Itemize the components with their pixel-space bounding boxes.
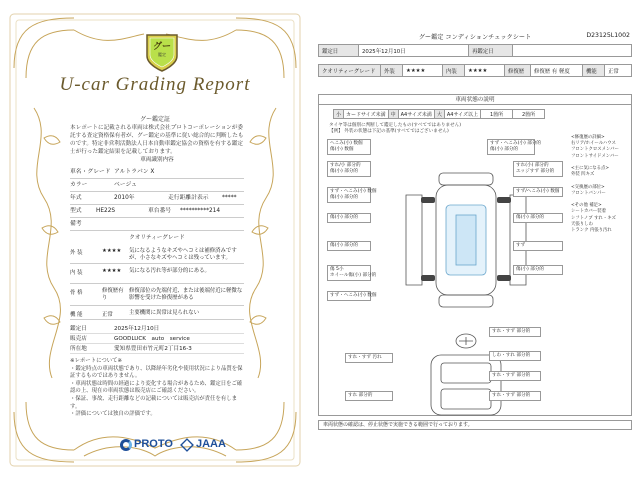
note-line: すれ・すず 汚れ (348, 355, 382, 360)
grade-rating: ★★★★ (102, 248, 122, 254)
info-value: 愛知県豊田市竹元町2丁目16-3 (114, 346, 192, 352)
damage-note (513, 265, 563, 275)
damage-note (489, 327, 541, 337)
remarks-label: 備考 (70, 221, 82, 227)
grade-label: 内 装 (70, 270, 83, 276)
grade-desc: 修復部位の先端付近、または後端付近に軽微な影響を受けた修復歴がある (129, 288, 243, 301)
note-item: ・車両状態は時間の経過により変化する場合があるため、鑑定日をご確認の上、現在の車両状態は販売店にご確認ください。 (70, 380, 243, 395)
damage-note (489, 391, 541, 401)
exterior-rating: ★★★★ (403, 65, 443, 77)
note-line: すれ/小 部分的 (330, 163, 361, 168)
grading-certificate (4, 8, 306, 472)
function-label: 機能 (583, 65, 605, 77)
date-value: 2025年12月10日 (359, 45, 469, 57)
vehicle-model-row (70, 205, 244, 218)
damage-note (327, 161, 371, 177)
grade-desc: 気になるようなキズやヘコミは補修済みですが、小さなキズやヘコミは残っています。 (129, 248, 237, 261)
notes-title: ※レポートについて※ (70, 358, 123, 364)
interior-rating: ★★★★ (465, 65, 505, 77)
info-label: 販売店 (70, 336, 87, 342)
report-notes (70, 358, 244, 419)
list-line: <交換歴の部位> (571, 184, 605, 190)
damage-note (327, 241, 371, 251)
note-line: 傷(小) 部分的 (330, 169, 359, 174)
condition-check-sheet (318, 24, 632, 476)
grade-rating: 正常 (102, 312, 113, 318)
note-line: 傷(小) 部分的 (516, 267, 545, 272)
note-line: すず (516, 243, 526, 248)
note-line: しわ・すれ 部分的 (492, 353, 531, 358)
list-line: フロントサイドメンバー (571, 153, 619, 159)
note-line: 傷 5小 (330, 267, 344, 272)
note-line: へこみ(小) 数個 (330, 141, 363, 146)
repair-label: 修復歴 (505, 65, 531, 77)
quality-label: クオリティーグレード (319, 65, 381, 77)
chassis-label: 車台番号 (148, 208, 172, 214)
vehicle-name-row (70, 166, 244, 179)
size-desc: A4サイズ未満 (398, 110, 434, 119)
partner-logos (120, 436, 240, 456)
list-line: 天張りしわ (571, 221, 593, 227)
note-line: すず・へこみ(小) 数個 (330, 293, 377, 298)
name-grade-label: 車名・グレード (70, 169, 111, 175)
note-line: すれ・すず 部分的 (492, 393, 531, 398)
damage-note (345, 353, 393, 363)
damage-note (327, 139, 371, 155)
list-line: フロントバンパー (571, 190, 606, 196)
proto-logo-text: PROTO (134, 438, 173, 450)
damage-note (513, 187, 563, 197)
note-line: すず/へこみ(小) 数個 (516, 189, 560, 194)
color-label: カラー (70, 182, 88, 188)
name-grade-value: アルトラパン X (114, 169, 155, 175)
vehicle-remarks-row (70, 218, 244, 231)
list-line: シートカバー装着 (571, 209, 606, 215)
note-line: エッジすず 部分的 (516, 169, 555, 174)
size-key: 大 (434, 110, 444, 119)
info-label: 所在地 (70, 346, 87, 352)
grade-row-interior (70, 264, 244, 284)
goo-appraisal-logo (145, 32, 179, 72)
grade-desc: 気になる汚れ等が部分的にある。 (129, 268, 210, 274)
list-line: フロントクロスメンバー (571, 147, 619, 153)
list-line: <主に気になる点> (571, 166, 610, 172)
grade-label: 外 装 (70, 250, 83, 256)
damage-note (489, 371, 541, 381)
car-body-diagram (401, 145, 531, 425)
count-key: 2箇所 (513, 110, 545, 119)
note-line: 傷(小) 部分的 (330, 243, 359, 248)
info-value: GOODLUCK auto service (114, 336, 190, 342)
note-line: すれ 部分的 (348, 393, 373, 398)
damage-note (327, 213, 371, 223)
info-value: 2025年12月10日 (114, 326, 160, 332)
condition-detail-list (571, 135, 631, 234)
proto-logo (120, 438, 173, 450)
grade-rating: ★★★★ (102, 268, 122, 274)
note-line: すず・へこみ(小) 部分的 (490, 141, 542, 146)
year-value: 2010年 (114, 195, 135, 201)
grade-row-function (70, 306, 244, 320)
vehicle-color-row (70, 179, 244, 192)
list-line: 右リア/ホイールハウス (571, 141, 616, 147)
note-line: すれ(小) 部分的 (516, 163, 549, 168)
year-label: 年式 (70, 195, 82, 201)
appraisal-dates-table (318, 44, 632, 57)
date-label: 鑑定日 (319, 45, 359, 57)
damage-note (513, 241, 563, 251)
jaaa-mark-icon (180, 438, 194, 452)
damage-note (327, 187, 377, 203)
note-line: 傷(小) 部分的 (516, 215, 545, 220)
grade-rating: 修復歴有り (102, 288, 124, 301)
list-line: トランク 内張り汚れ (571, 228, 612, 234)
report-title: U-car Grading Report (59, 74, 251, 95)
list-line: <修復歴の詳細> (571, 135, 605, 140)
grade-label: 機 能 (70, 312, 83, 318)
damage-note (489, 351, 541, 361)
sheet-title: グー鑑定 コンディションチェックシート (418, 34, 532, 41)
info-row-dealer (70, 334, 244, 344)
size-desc: A4サイズ以上 (444, 110, 480, 119)
function-value: 正常 (605, 65, 632, 77)
interior-label: 内装 (443, 65, 465, 77)
note-line: すず・へこみ(小) 数個 (330, 189, 377, 194)
jaaa-logo-text: JAAA (196, 438, 226, 450)
note-line: すれ・すず 部分的 (492, 329, 531, 334)
damage-note (327, 291, 377, 301)
quality-grade-table (318, 64, 632, 77)
damage-note (327, 265, 377, 281)
info-label: 鑑定日 (70, 326, 87, 332)
damage-note (487, 139, 542, 155)
model-value: HE22S (96, 208, 116, 214)
proto-mark-icon (120, 439, 132, 451)
count-key: 1箇所 (481, 110, 513, 119)
quality-section-title: クオリティーグレード (129, 235, 185, 241)
color-value: ベージュ (114, 182, 137, 188)
damage-size-legend (333, 109, 545, 119)
mileage-value: ***** (222, 195, 237, 201)
note-line: 傷(小) 部分的 (330, 195, 359, 200)
note-line: 傷(小) 数個 (330, 147, 354, 152)
grade-row-exterior (70, 244, 244, 264)
logo-brand-text: グー (152, 41, 171, 51)
vehicle-year-row (70, 192, 244, 205)
list-line: <その他 補足> (571, 203, 602, 209)
note-item: ・鑑定時点の車両状態であり、以降経年劣化や使用状況により品質を保証するものではありません。 (70, 365, 243, 380)
grade-desc: 主要機関に異常は見られない (129, 310, 200, 316)
note-line: ホイール傷(小) 部分的 (330, 273, 377, 278)
damage-note (345, 391, 393, 401)
exterior-label: 外装 (381, 65, 403, 77)
note-line: 傷(小) 部分的 (490, 147, 519, 152)
model-label: 型式 (70, 208, 82, 214)
recheck-value (513, 45, 632, 57)
repair-value: 修復歴 有 軽度 (531, 65, 583, 77)
note-line: すれ・すず 部分的 (492, 373, 531, 378)
grade-label: 骨 格 (70, 290, 83, 296)
vehicle-section-title: 車両識別内容 (140, 157, 174, 163)
damage-note (513, 161, 563, 177)
legend-note-1: タイヤ等は個別に判断して鑑定したもの(すべてではありません) (329, 123, 462, 128)
document-id: D23125L1002 (586, 32, 630, 39)
logo-sub-text: 鑑定 (158, 52, 166, 57)
chassis-value: **********214 (180, 208, 221, 214)
intro-text: 本レポートに記載される車両は株式会社プロトコーポレーションが委託する査定資格保有者が、グー鑑定の基準に従い総合的に判断したものです。特定非営利活動法人日本自動車鑑定協会の資格を有する鑑定士が行った鑑定結果を記載しております。 (70, 125, 244, 155)
recheck-label: 再鑑定日 (469, 45, 513, 57)
info-row-address (70, 344, 244, 354)
list-line: 外装 凹キズ (571, 172, 595, 178)
list-line: シフトノブ すれ・キズ (571, 215, 616, 221)
report-subtitle: グー鑑定証 (139, 116, 170, 123)
size-key: 中 (388, 110, 398, 119)
info-row-date (70, 324, 244, 334)
jaaa-logo (180, 438, 226, 450)
legend-note-2: 【例】 外装の状態は下記の基準(すべてではございません) (329, 129, 449, 134)
panel-title: 車両状態の説明 (319, 95, 631, 105)
sheet-footnote: 車両状態の確認は、停止状態で実施できる範囲で行っております。 (318, 420, 632, 430)
grade-row-frame (70, 284, 244, 306)
damage-note (513, 213, 563, 223)
mileage-label: 走行距離計表示 (168, 195, 209, 201)
note-item: ・評価については独自の評価です。 (70, 411, 156, 418)
vehicle-condition-panel (318, 94, 632, 416)
note-item: ・保証、事故、走行距離などの記載については販売店が責任を有します。 (70, 395, 238, 410)
note-line: 傷(小) 部分的 (330, 215, 359, 220)
size-key: 小 (334, 110, 344, 119)
size-desc: カードサイズ未満 (344, 110, 389, 119)
